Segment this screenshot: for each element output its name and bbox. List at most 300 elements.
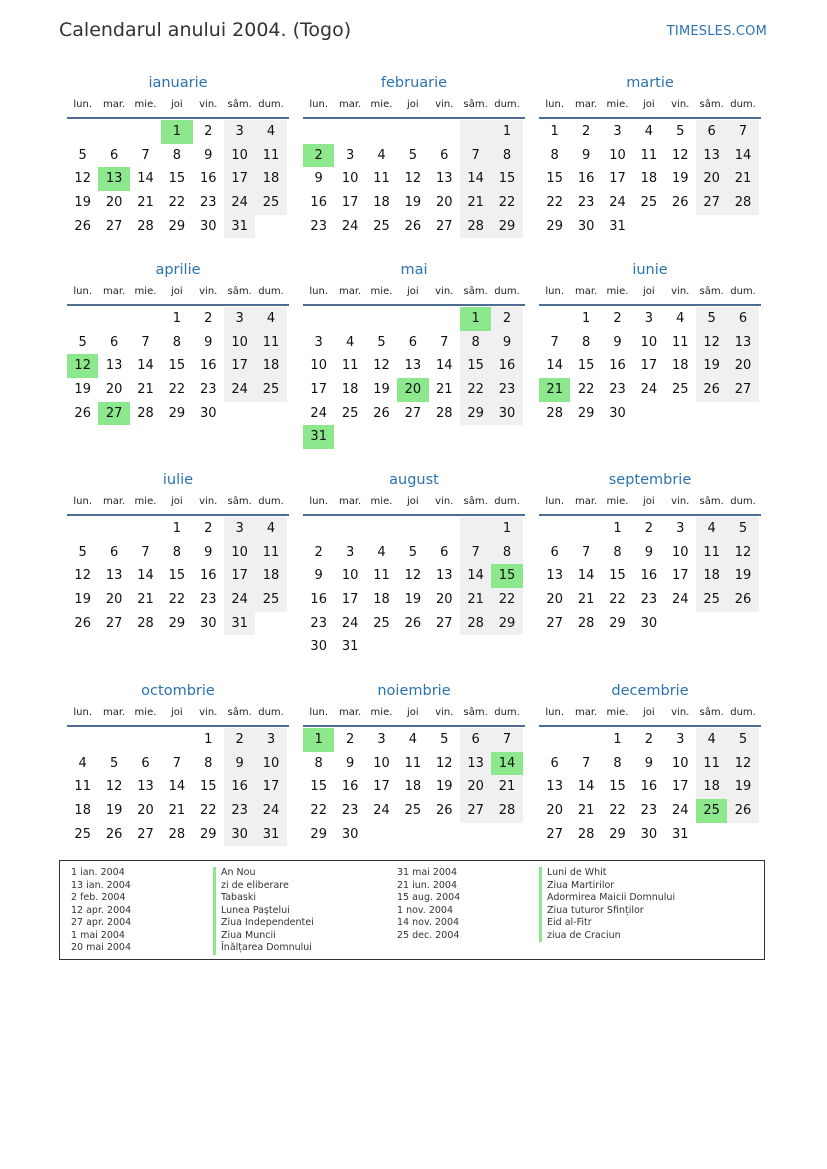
month-name: aprilie bbox=[155, 262, 201, 278]
day-cell: 29 bbox=[460, 402, 491, 426]
day-cell: 29 bbox=[168, 405, 186, 421]
day-cell: 30 bbox=[577, 218, 595, 234]
day-cell: 23 bbox=[199, 195, 217, 211]
day-cell: 2 bbox=[644, 732, 653, 747]
day-cell: 23 bbox=[224, 799, 255, 823]
day-cell: 10 bbox=[609, 147, 626, 163]
day-cell: 26 bbox=[105, 826, 123, 842]
day-cell: 20 bbox=[460, 775, 491, 799]
day-cell: 30 bbox=[199, 218, 217, 234]
weekday-label: vin. bbox=[199, 707, 218, 718]
legend-entry: 13 ian. 2004 bbox=[71, 879, 131, 891]
day-cell: 27 bbox=[435, 615, 453, 631]
day-cell: 30 bbox=[609, 405, 626, 421]
weekday-label: sâm. bbox=[227, 496, 252, 507]
empty-cell bbox=[161, 728, 192, 752]
legend-entry: Ziua Muncii bbox=[213, 930, 314, 943]
day-cell: 24 bbox=[640, 382, 658, 398]
day-cell: 20 bbox=[105, 382, 123, 398]
month-name: noiembrie bbox=[377, 683, 451, 699]
day-cell: 29 bbox=[168, 615, 186, 631]
weekday-label: sâm. bbox=[227, 99, 252, 110]
day-cell: 24 bbox=[310, 405, 327, 421]
weekday-label: dum. bbox=[730, 99, 756, 110]
day-cell: 21 bbox=[435, 382, 453, 398]
weekday-header bbox=[67, 280, 289, 306]
day-cell: 28 bbox=[577, 826, 595, 842]
day-cell: 19 bbox=[435, 779, 453, 795]
weekday-label: mie. bbox=[134, 286, 157, 297]
empty-cell bbox=[429, 517, 460, 541]
day-cell: 8 bbox=[581, 334, 591, 350]
day-cell: 15 bbox=[168, 358, 186, 374]
month-septembrie bbox=[539, 470, 761, 635]
empty-cell bbox=[460, 517, 491, 541]
day-cell: 17 bbox=[341, 592, 359, 608]
day-cell: 22 bbox=[310, 803, 327, 819]
day-cell: 23 bbox=[199, 382, 217, 398]
day-cell: 24 bbox=[671, 803, 689, 819]
day-cell: 22 bbox=[460, 378, 491, 402]
empty-cell bbox=[130, 120, 161, 144]
weekday-label: mar. bbox=[102, 286, 126, 297]
day-cell: 11 bbox=[696, 752, 727, 776]
month-name: februarie bbox=[380, 75, 448, 91]
legend-dates-left bbox=[71, 867, 131, 955]
day-cell: 16 bbox=[609, 358, 626, 374]
day-cell: 9 bbox=[224, 752, 255, 776]
day-cell: 4 bbox=[78, 755, 87, 771]
day-cell: 27 bbox=[460, 799, 491, 823]
weekday-label: lun. bbox=[545, 286, 565, 297]
day-cell: 10 bbox=[224, 541, 255, 565]
weekday-label: lun. bbox=[73, 99, 93, 110]
day-cell: 18 bbox=[671, 358, 689, 374]
day-cell: 13 bbox=[435, 568, 453, 584]
day-cell: 7 bbox=[141, 147, 150, 163]
day-cell: 13 bbox=[727, 331, 758, 355]
day-cell: 31 bbox=[609, 218, 626, 234]
day-cell: 4 bbox=[644, 124, 653, 139]
day-cell: 10 bbox=[640, 334, 658, 350]
day-cell: 23 bbox=[640, 803, 658, 819]
weekday-label: vin. bbox=[671, 286, 690, 297]
day-cell: 20 bbox=[435, 195, 453, 211]
day-cell: 4 bbox=[255, 517, 286, 541]
day-cell: 26 bbox=[404, 615, 422, 631]
day-cell: 18 bbox=[255, 564, 286, 588]
month-name: august bbox=[389, 472, 439, 488]
legend-entry: 2 feb. 2004 bbox=[71, 892, 126, 903]
day-cell: 18 bbox=[373, 592, 390, 608]
empty-cell bbox=[67, 120, 98, 144]
day-cell: 14 bbox=[137, 171, 154, 187]
day-cell: 13 bbox=[137, 779, 154, 795]
holiday-day-cell: 2 bbox=[303, 144, 334, 168]
weekday-header bbox=[303, 280, 525, 306]
weekday-header bbox=[303, 93, 525, 119]
day-cell: 18 bbox=[74, 803, 91, 819]
day-cell: 28 bbox=[137, 405, 154, 421]
day-cell: 8 bbox=[460, 331, 491, 355]
day-cell: 29 bbox=[491, 215, 522, 239]
weekday-header bbox=[539, 701, 761, 727]
day-cell: 27 bbox=[546, 826, 563, 842]
day-cell: 20 bbox=[105, 592, 123, 608]
day-cell: 29 bbox=[310, 826, 327, 842]
day-cell: 2 bbox=[204, 521, 213, 536]
day-cell: 11 bbox=[255, 144, 286, 168]
weekday-label: dum. bbox=[730, 707, 756, 718]
day-cell: 11 bbox=[373, 568, 390, 584]
day-cell: 6 bbox=[460, 728, 491, 752]
holiday-legend bbox=[59, 860, 765, 960]
holiday-day-cell: 27 bbox=[98, 402, 129, 426]
weekday-header bbox=[67, 93, 289, 119]
day-cell: 3 bbox=[345, 544, 355, 560]
weekday-label: mie. bbox=[606, 707, 629, 718]
day-cell: 13 bbox=[404, 358, 422, 374]
empty-cell bbox=[334, 307, 365, 331]
day-cell: 18 bbox=[696, 775, 727, 799]
day-cell: 10 bbox=[224, 331, 255, 355]
day-cell: 3 bbox=[224, 307, 255, 331]
day-grid bbox=[539, 120, 761, 238]
weekday-label: sâm. bbox=[463, 496, 488, 507]
day-cell: 23 bbox=[577, 195, 595, 211]
day-cell: 19 bbox=[696, 354, 727, 378]
day-cell: 14 bbox=[546, 358, 563, 374]
day-cell: 3 bbox=[224, 120, 255, 144]
month-name: mai bbox=[400, 262, 428, 278]
day-cell: 5 bbox=[408, 147, 417, 163]
day-cell: 1 bbox=[613, 732, 622, 747]
weekday-label: mie. bbox=[134, 99, 157, 110]
day-cell: 7 bbox=[141, 334, 150, 350]
day-cell: 11 bbox=[255, 541, 286, 565]
day-cell: 6 bbox=[141, 755, 150, 771]
legend-entry: 27 apr. 2004 bbox=[71, 917, 132, 928]
weekday-label: lun. bbox=[545, 99, 565, 110]
day-cell: 16 bbox=[491, 354, 522, 378]
day-cell: 16 bbox=[341, 779, 359, 795]
legend-entry: Luni de Whit bbox=[539, 867, 675, 880]
weekday-header bbox=[67, 701, 289, 727]
day-cell: 15 bbox=[199, 779, 217, 795]
empty-cell bbox=[303, 307, 334, 331]
day-cell: 19 bbox=[727, 564, 758, 588]
day-cell: 4 bbox=[696, 728, 727, 752]
day-cell: 17 bbox=[310, 382, 327, 398]
day-cell: 2 bbox=[581, 124, 591, 139]
day-cell: 18 bbox=[255, 167, 286, 191]
day-cell: 22 bbox=[609, 592, 626, 608]
empty-cell bbox=[429, 120, 460, 144]
day-cell: 27 bbox=[105, 615, 123, 631]
day-cell: 19 bbox=[74, 382, 91, 398]
day-cell: 21 bbox=[168, 803, 186, 819]
day-cell: 6 bbox=[550, 755, 559, 771]
weekday-label: joi bbox=[407, 496, 419, 507]
day-cell: 11 bbox=[373, 171, 390, 187]
weekday-label: joi bbox=[643, 707, 655, 718]
legend-entry: Lunea Paștelui bbox=[213, 905, 314, 918]
day-cell: 7 bbox=[550, 334, 559, 350]
day-cell: 12 bbox=[74, 568, 91, 584]
day-cell: 24 bbox=[341, 615, 359, 631]
day-cell: 17 bbox=[609, 171, 626, 187]
empty-cell bbox=[130, 517, 161, 541]
weekday-label: dum. bbox=[730, 496, 756, 507]
day-cell: 20 bbox=[727, 354, 758, 378]
empty-cell bbox=[429, 307, 460, 331]
day-cell: 11 bbox=[74, 779, 91, 795]
holiday-day-cell: 15 bbox=[491, 564, 522, 588]
day-cell: 16 bbox=[310, 592, 327, 608]
day-cell: 10 bbox=[671, 544, 689, 560]
day-cell: 5 bbox=[727, 728, 758, 752]
holiday-day-cell: 1 bbox=[161, 120, 192, 144]
day-cell: 17 bbox=[224, 354, 255, 378]
day-cell: 17 bbox=[341, 195, 359, 211]
day-cell: 5 bbox=[440, 732, 449, 747]
weekday-label: joi bbox=[171, 707, 183, 718]
weekday-header bbox=[303, 490, 525, 516]
day-cell: 9 bbox=[204, 544, 213, 560]
weekday-label: lun. bbox=[73, 707, 93, 718]
weekday-label: mie. bbox=[370, 286, 393, 297]
day-cell: 3 bbox=[644, 311, 653, 326]
day-cell: 9 bbox=[491, 331, 522, 355]
day-cell: 18 bbox=[341, 382, 359, 398]
day-cell: 7 bbox=[727, 120, 758, 144]
weekday-label: joi bbox=[171, 496, 183, 507]
legend-entry: Înălțarea Domnului bbox=[213, 942, 314, 955]
day-cell: 7 bbox=[141, 544, 150, 560]
day-cell: 25 bbox=[255, 588, 286, 612]
day-cell: 15 bbox=[310, 779, 327, 795]
weekday-label: dum. bbox=[494, 496, 520, 507]
day-cell: 26 bbox=[696, 378, 727, 402]
day-cell: 12 bbox=[404, 171, 422, 187]
day-cell: 29 bbox=[199, 826, 217, 842]
day-cell: 22 bbox=[491, 191, 522, 215]
empty-cell bbox=[397, 517, 428, 541]
day-cell: 13 bbox=[105, 568, 123, 584]
day-cell: 24 bbox=[255, 799, 286, 823]
day-cell: 21 bbox=[727, 167, 758, 191]
empty-cell bbox=[539, 307, 570, 331]
weekday-header bbox=[539, 280, 761, 306]
month-august bbox=[303, 470, 525, 659]
day-cell: 31 bbox=[224, 215, 255, 239]
weekday-label: mie. bbox=[606, 286, 629, 297]
day-cell: 26 bbox=[74, 405, 91, 421]
month-iulie bbox=[67, 470, 289, 635]
day-cell: 4 bbox=[696, 517, 727, 541]
day-cell: 9 bbox=[204, 147, 213, 163]
month-name: ianuarie bbox=[148, 75, 208, 91]
day-cell: 8 bbox=[613, 755, 622, 771]
weekday-label: dum. bbox=[258, 707, 284, 718]
weekday-label: joi bbox=[407, 286, 419, 297]
day-cell: 21 bbox=[460, 588, 491, 612]
day-cell: 16 bbox=[640, 779, 658, 795]
day-cell: 12 bbox=[696, 331, 727, 355]
day-cell: 5 bbox=[696, 307, 727, 331]
day-cell: 7 bbox=[172, 755, 181, 771]
day-cell: 23 bbox=[640, 592, 658, 608]
day-cell: 28 bbox=[546, 405, 563, 421]
weekday-label: joi bbox=[643, 496, 655, 507]
day-cell: 28 bbox=[460, 215, 491, 239]
day-cell: 28 bbox=[137, 615, 154, 631]
day-cell: 22 bbox=[609, 803, 626, 819]
day-cell: 20 bbox=[546, 803, 563, 819]
weekday-label: mie. bbox=[606, 496, 629, 507]
weekday-label: vin. bbox=[435, 496, 454, 507]
day-cell: 25 bbox=[255, 378, 286, 402]
weekday-label: joi bbox=[171, 286, 183, 297]
empty-cell bbox=[397, 307, 428, 331]
day-cell: 23 bbox=[310, 218, 327, 234]
weekday-label: joi bbox=[643, 286, 655, 297]
day-cell: 29 bbox=[577, 405, 595, 421]
weekday-label: mar. bbox=[102, 99, 126, 110]
day-cell: 6 bbox=[109, 147, 119, 163]
weekday-label: vin. bbox=[199, 496, 218, 507]
day-cell: 23 bbox=[491, 378, 522, 402]
day-cell: 20 bbox=[435, 592, 453, 608]
day-cell: 18 bbox=[255, 354, 286, 378]
day-cell: 9 bbox=[644, 544, 653, 560]
day-cell: 9 bbox=[314, 171, 323, 187]
day-grid bbox=[539, 307, 761, 425]
day-grid bbox=[539, 728, 761, 846]
day-cell: 16 bbox=[224, 775, 255, 799]
day-cell: 1 bbox=[613, 521, 622, 536]
day-cell: 12 bbox=[727, 541, 758, 565]
weekday-header bbox=[67, 490, 289, 516]
day-cell: 16 bbox=[199, 358, 217, 374]
day-cell: 5 bbox=[78, 147, 87, 163]
day-cell: 25 bbox=[404, 803, 422, 819]
weekday-label: lun. bbox=[73, 286, 93, 297]
day-grid bbox=[67, 307, 289, 425]
weekday-label: mar. bbox=[338, 99, 362, 110]
holiday-day-cell: 1 bbox=[460, 307, 491, 331]
weekday-label: lun. bbox=[73, 496, 93, 507]
day-grid bbox=[303, 728, 525, 846]
day-cell: 27 bbox=[727, 378, 758, 402]
day-cell: 31 bbox=[224, 612, 255, 636]
day-cell: 4 bbox=[676, 311, 685, 326]
day-cell: 5 bbox=[676, 124, 685, 139]
day-cell: 22 bbox=[199, 803, 217, 819]
day-cell: 15 bbox=[491, 167, 522, 191]
day-cell: 23 bbox=[310, 615, 327, 631]
legend-entry: 31 mai 2004 bbox=[397, 867, 458, 878]
day-cell: 18 bbox=[373, 195, 390, 211]
legend-entry: Ziua Martirilor bbox=[539, 880, 675, 893]
day-grid bbox=[303, 517, 525, 659]
day-cell: 6 bbox=[440, 147, 449, 163]
day-cell: 25 bbox=[341, 405, 359, 421]
day-cell: 10 bbox=[373, 755, 390, 771]
day-cell: 22 bbox=[577, 382, 595, 398]
day-cell: 5 bbox=[78, 544, 87, 560]
empty-cell bbox=[366, 517, 397, 541]
day-cell: 20 bbox=[105, 195, 123, 211]
empty-cell bbox=[98, 728, 129, 752]
holiday-day-cell: 1 bbox=[303, 728, 334, 752]
day-cell: 21 bbox=[137, 592, 154, 608]
day-cell: 20 bbox=[546, 592, 563, 608]
empty-cell bbox=[67, 728, 98, 752]
day-cell: 30 bbox=[199, 615, 217, 631]
legend-entry: 25 dec. 2004 bbox=[397, 929, 460, 941]
month-martie bbox=[539, 73, 761, 238]
empty-cell bbox=[334, 517, 365, 541]
day-cell: 17 bbox=[373, 779, 390, 795]
day-cell: 1 bbox=[172, 521, 181, 536]
day-cell: 17 bbox=[671, 779, 689, 795]
month-name: martie bbox=[626, 75, 674, 91]
month-aprilie bbox=[67, 260, 289, 425]
weekday-label: sâm. bbox=[699, 496, 724, 507]
day-cell: 29 bbox=[609, 826, 626, 842]
brand-link[interactable]: TIMESLES.COM bbox=[666, 24, 767, 39]
empty-cell bbox=[366, 120, 397, 144]
day-cell: 2 bbox=[314, 544, 323, 560]
day-cell: 8 bbox=[550, 147, 559, 163]
weekday-label: sâm. bbox=[463, 286, 488, 297]
weekday-label: vin. bbox=[199, 99, 218, 110]
day-cell: 12 bbox=[373, 358, 390, 374]
legend-entry: Ziua Independentei bbox=[213, 917, 314, 930]
day-cell: 24 bbox=[224, 191, 255, 215]
day-cell: 27 bbox=[404, 405, 422, 421]
day-cell: 12 bbox=[74, 171, 91, 187]
weekday-header bbox=[303, 701, 525, 727]
empty-cell bbox=[67, 307, 98, 331]
day-cell: 4 bbox=[408, 732, 417, 747]
day-cell: 8 bbox=[172, 147, 181, 163]
weekday-label: dum. bbox=[258, 99, 284, 110]
day-cell: 3 bbox=[676, 521, 685, 536]
day-cell: 16 bbox=[310, 195, 327, 211]
day-cell: 6 bbox=[408, 334, 417, 350]
holiday-day-cell: 31 bbox=[303, 425, 334, 449]
day-cell: 28 bbox=[577, 615, 595, 631]
day-cell: 24 bbox=[224, 588, 255, 612]
weekday-label: mie. bbox=[370, 496, 393, 507]
month-decembrie bbox=[539, 681, 761, 846]
day-cell: 15 bbox=[168, 171, 186, 187]
weekday-label: vin. bbox=[435, 99, 454, 110]
day-cell: 7 bbox=[460, 144, 491, 168]
day-cell: 13 bbox=[460, 752, 491, 776]
day-cell: 19 bbox=[74, 195, 91, 211]
day-cell: 5 bbox=[78, 334, 87, 350]
legend-entry: 1 mai 2004 bbox=[71, 929, 125, 941]
day-cell: 30 bbox=[224, 823, 255, 847]
weekday-label: mie. bbox=[370, 99, 393, 110]
day-cell: 12 bbox=[435, 755, 453, 771]
weekday-label: mie. bbox=[134, 496, 157, 507]
day-cell: 4 bbox=[255, 120, 286, 144]
day-cell: 27 bbox=[105, 218, 123, 234]
